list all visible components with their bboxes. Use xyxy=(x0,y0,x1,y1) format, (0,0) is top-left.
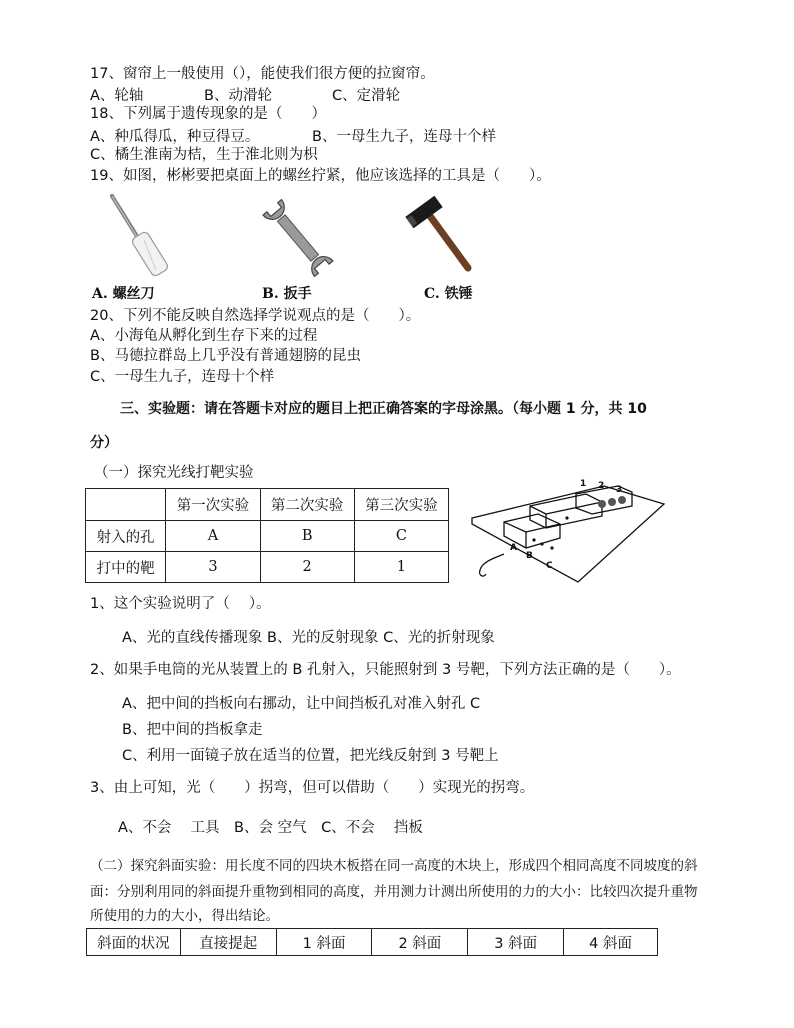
table-cell: 1 xyxy=(354,552,448,583)
part1-q1-stem: 1、这个实验说明了（ ）。 xyxy=(90,596,271,612)
table-header-cell: 第三次实验 xyxy=(354,489,448,521)
q17-option-c: C、定滑轮 xyxy=(332,88,401,104)
q18-stem: 18、下列属于遗传现象的是（ ） xyxy=(90,106,326,122)
table-header-cell: 2 斜面 xyxy=(372,929,468,956)
light-target-apparatus-diagram xyxy=(468,474,668,586)
q19-label-b: B. 扳手 xyxy=(262,286,312,302)
part2-paragraph-line: （二）探究斜面实验：用长度不同的四块木板搭在同一高度的木块上，形成四个相同高度不同坡度的斜 xyxy=(90,858,698,874)
part1-q2-stem: 2、如果手电筒的光从装置上的 B 孔射入，只能照射到 3 号靶，下列方法正确的是（ ）。 xyxy=(90,662,681,678)
q20-option-a: A、小海龟从孵化到生存下来的过程 xyxy=(90,328,318,344)
part1-heading: （一）探究光线打靶实验 xyxy=(94,465,254,481)
table-cell: C xyxy=(354,521,448,552)
table-row-label: 打中的靶 xyxy=(86,552,166,583)
q17-stem: 17、窗帘上一般使用（），能使我们很方便的拉窗帘。 xyxy=(90,66,435,82)
part1-q2-option-a: A、把中间的挡板向右挪动，让中间挡板孔对准入射孔 C xyxy=(122,696,481,712)
section-3-title-cont: 分） xyxy=(90,435,118,451)
q17-option-a: A、轮轴 xyxy=(90,88,144,104)
table-header-cell: 4 斜面 xyxy=(564,929,658,956)
target-label: 3 xyxy=(616,485,623,495)
q17-option-b: B、动滑轮 xyxy=(204,88,272,104)
hole-label: C xyxy=(546,561,553,571)
table-header-cell xyxy=(86,489,166,521)
part2-paragraph-line: 面：分别利用同的斜面提升重物到相同的高度，并用测力计测出所使用的力的大小：比较四次提升重物 xyxy=(90,884,698,900)
part1-q2-option-c: C、利用一面镜子放在适当的位置，把光线反射到 3 号靶上 xyxy=(122,748,499,764)
q20-option-c: C、一母生九子，连母十个样 xyxy=(90,369,275,385)
table-cell: B xyxy=(260,521,354,552)
q18-option-b: B、一母生九子，连母十个样 xyxy=(312,129,496,145)
table-cell: A xyxy=(166,521,260,552)
target-label: 2 xyxy=(598,481,605,491)
table-header-cell: 斜面的状况 xyxy=(87,929,181,956)
part2-paragraph-line: 所使用的力的大小，得出结论。 xyxy=(90,908,279,924)
q20-option-b: B、马德拉群岛上几乎没有普通翅膀的昆虫 xyxy=(90,348,361,364)
table-cell: 2 xyxy=(260,552,354,583)
table-header-cell: 3 斜面 xyxy=(468,929,564,956)
hole-label: B xyxy=(526,551,533,561)
part1-q1-options: A、光的直线传播现象 B、光的反射现象 C、光的折射现象 xyxy=(122,630,495,646)
table-header-cell: 第一次实验 xyxy=(166,489,260,521)
q18-option-a: A、种瓜得瓜，种豆得豆。 xyxy=(90,129,260,145)
screwdriver-image xyxy=(108,192,174,282)
incline-table xyxy=(86,928,658,956)
table-header-cell: 直接提起 xyxy=(180,929,276,956)
table-header-cell: 1 斜面 xyxy=(276,929,372,956)
hole-label: A xyxy=(510,543,517,553)
wrench-image xyxy=(258,196,338,280)
hammer-image xyxy=(402,192,482,276)
q20-stem: 20、下列不能反映自然选择学说观点的是（ ）。 xyxy=(90,308,421,324)
target-label: 1 xyxy=(580,479,587,489)
q19-label-a: A. 螺丝刀 xyxy=(92,286,155,302)
section-3-title: 三、实验题：请在答题卡对应的题目上把正确答案的字母涂黑。（每小题 1 分，共 10 xyxy=(120,401,647,417)
table-header-cell: 第二次实验 xyxy=(260,489,354,521)
q18-option-c: C、橘生淮南为桔，生于淮北则为枳 xyxy=(90,147,318,163)
q19-label-c: C. 铁锤 xyxy=(424,286,473,302)
light-target-table xyxy=(85,488,449,583)
part1-q2-option-b: B、把中间的挡板拿走 xyxy=(122,722,263,738)
table-cell: 3 xyxy=(166,552,260,583)
table-row-label: 射入的孔 xyxy=(86,521,166,552)
part1-q3-options: A、不会 工具 B、会 空气 C、不会 挡板 xyxy=(118,820,423,836)
q19-stem: 19、如图，彬彬要把桌面上的螺丝拧紧，他应该选择的工具是（ ）。 xyxy=(90,168,551,184)
part1-q3-stem: 3、由上可知，光（ ）拐弯，但可以借助（ ）实现光的拐弯。 xyxy=(90,780,535,796)
